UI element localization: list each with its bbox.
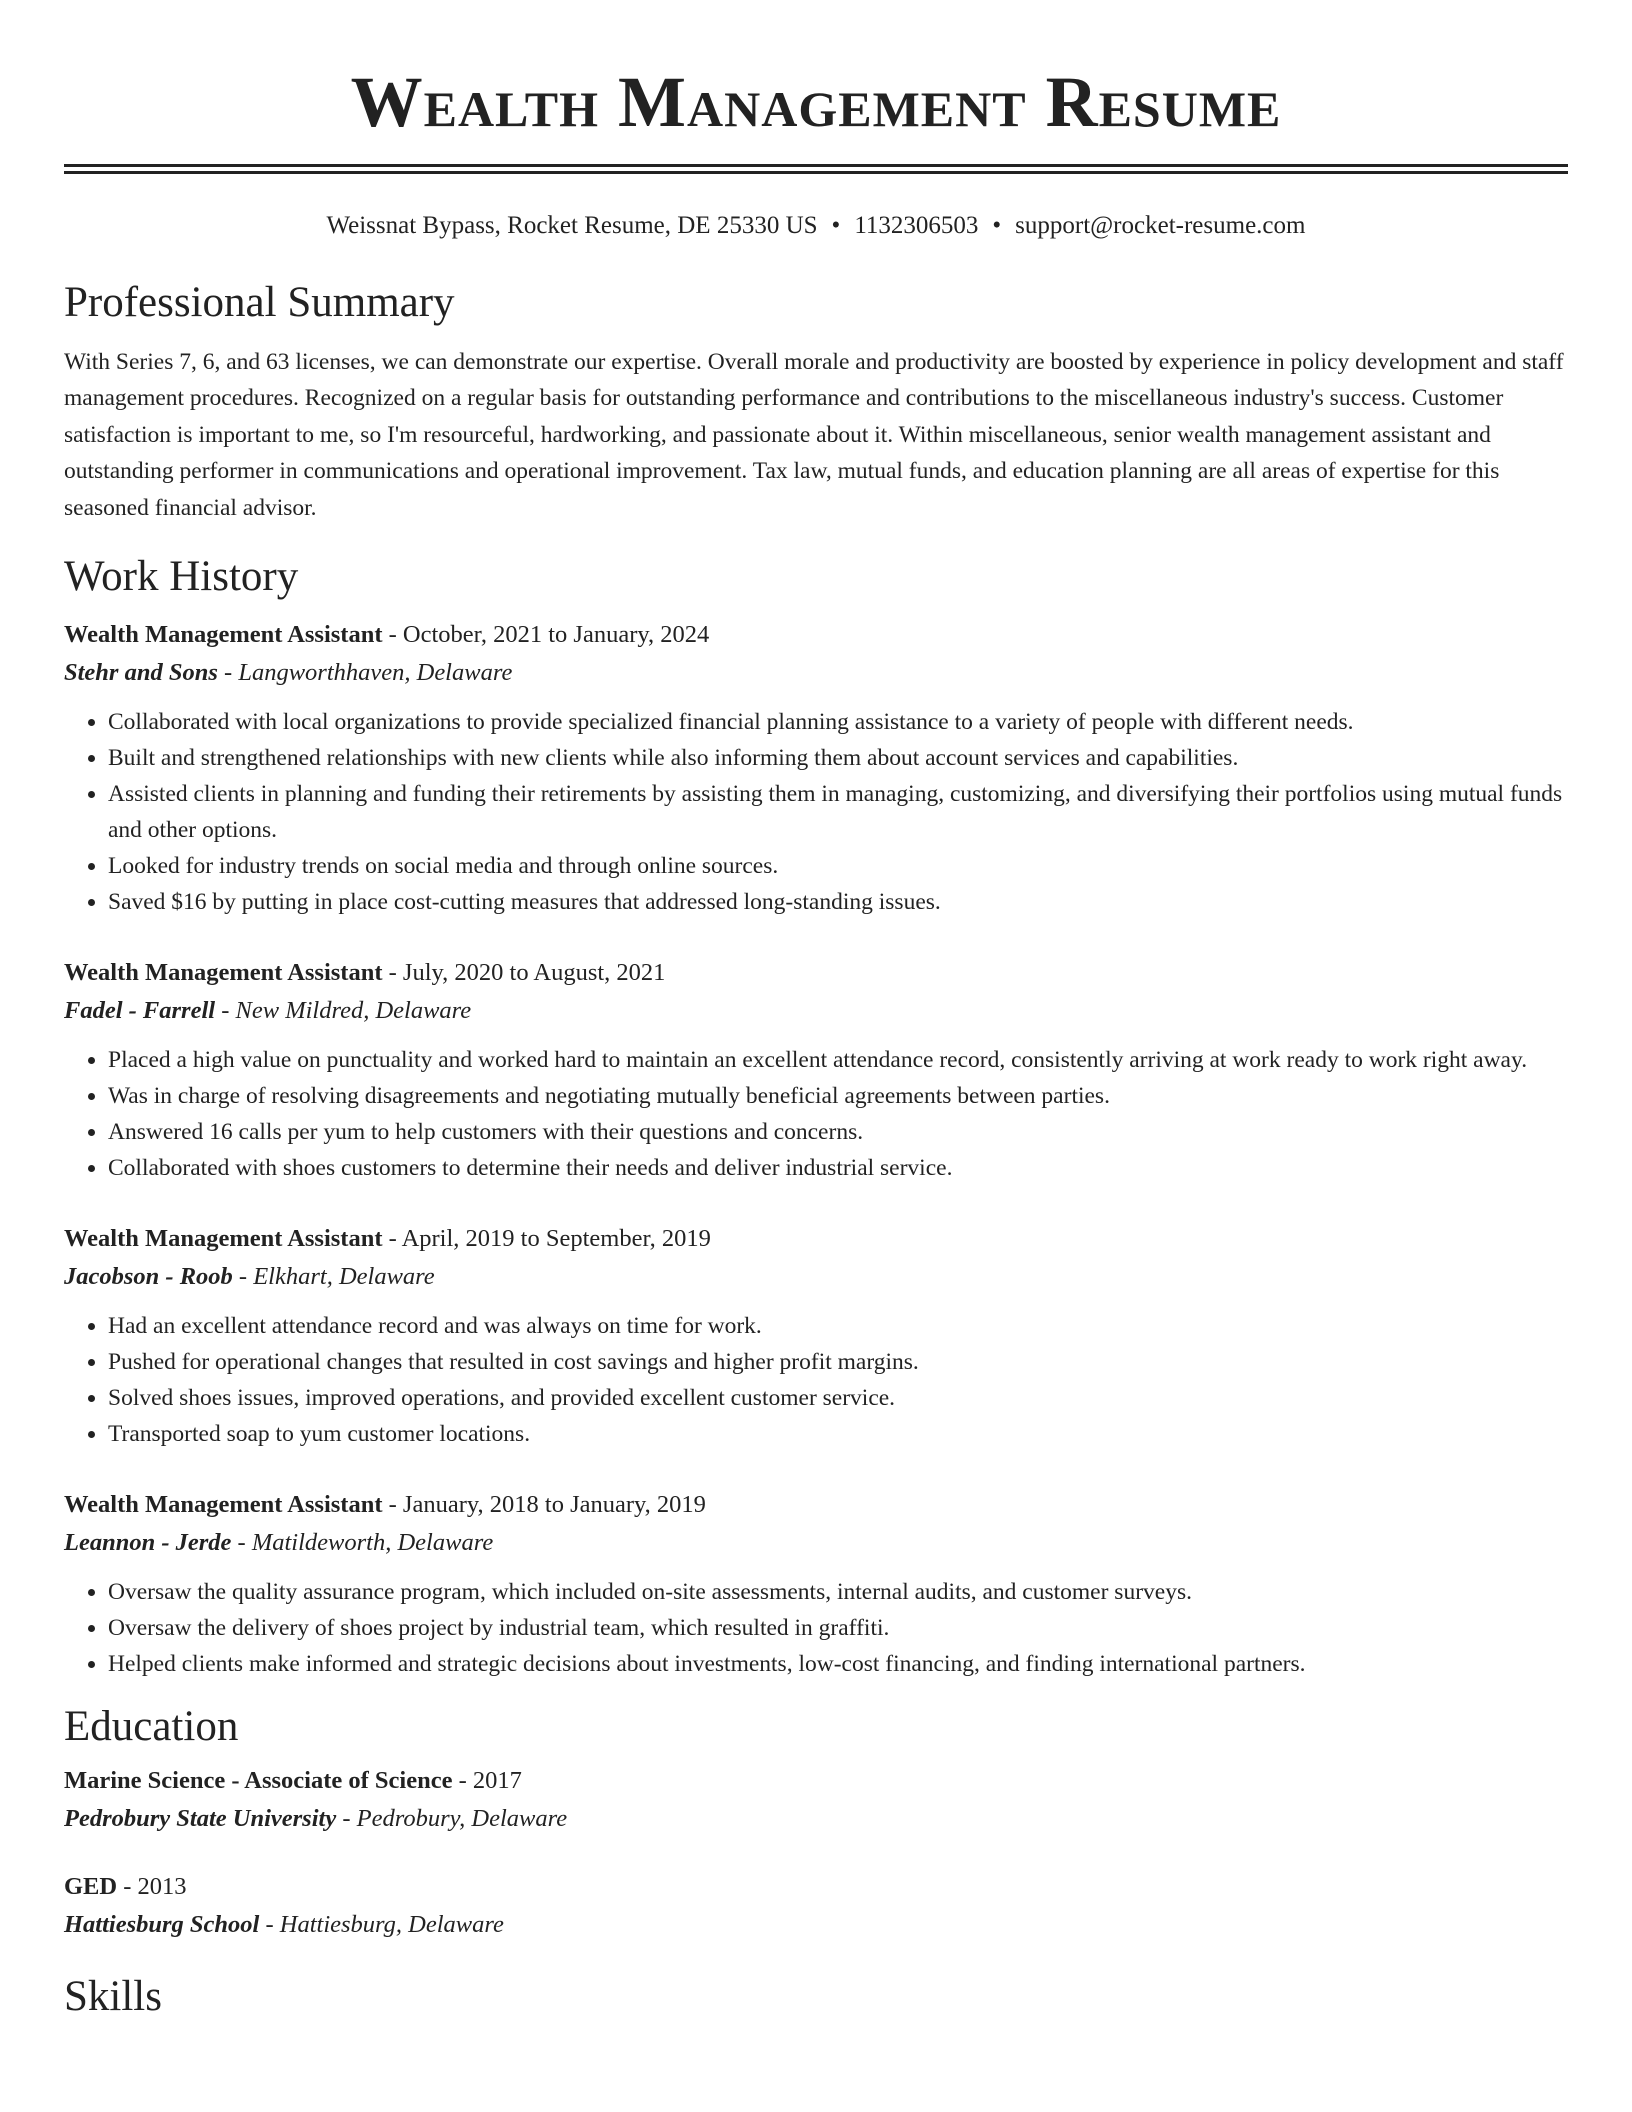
job-bullet: • Collaborated with local organizations to provide specialized financial planning assistance to a variety of people with different needs. — [108, 704, 1568, 740]
contact-separator: • — [831, 212, 841, 239]
contact-address: Weissnat Bypass, Rocket Resume, DE 25330 US — [326, 212, 818, 239]
job-dates: July, 2020 to August, 2021 — [402, 959, 666, 987]
job-entry — [64, 1220, 1568, 1452]
contact-phone: 1132306503 — [854, 212, 979, 239]
job-entry — [64, 616, 1568, 920]
job-header-dash: - — [382, 959, 403, 987]
job-role: Wealth Management Assistant — [64, 1491, 383, 1519]
job-bullet: • Placed a high value on punctuality and worked hard to maintain an excellent attendance record, consistently arriving at work ready to work right away. — [108, 1042, 1568, 1078]
job-bullets — [64, 704, 1568, 920]
work-history-list — [64, 616, 1568, 1682]
education-gap — [64, 1838, 1568, 1868]
job-header — [64, 616, 1568, 654]
job-bullet: • Oversaw the delivery of shoes project by industrial team, which resulted in graffiti. — [108, 1610, 1568, 1646]
education-school: Pedrobury State University — [64, 1805, 337, 1833]
education-dash: - — [452, 1767, 473, 1795]
job-dates: October, 2021 to January, 2024 — [402, 621, 710, 649]
job-dates: January, 2018 to January, 2019 — [402, 1491, 706, 1519]
job-header-dash: - — [382, 1491, 403, 1519]
education-degree: Marine Science - Associate of Science — [64, 1767, 453, 1795]
summary-heading: Professional Summary — [64, 279, 455, 326]
education-entry — [64, 1762, 1568, 1838]
job-bullet: • Looked for industry trends on social media and through online sources. — [108, 848, 1568, 884]
job-location: Matildeworth, Delaware — [251, 1529, 494, 1557]
job-company: Leannon - Jerde — [64, 1529, 232, 1557]
job-bullet: • Built and strengthened relationships with new clients while also informing them about account services and capabilities. — [108, 740, 1568, 776]
job-bullets — [64, 1574, 1568, 1682]
education-school-dash: - — [336, 1805, 357, 1833]
education-entry — [64, 1868, 1568, 1944]
job-company: Stehr and Sons — [64, 659, 218, 687]
job-company-line — [64, 1524, 1568, 1562]
education-location: Pedrobury, Delaware — [356, 1805, 568, 1833]
education-school-dash: - — [259, 1911, 280, 1939]
title-double-rule — [64, 164, 1568, 174]
job-bullet: • Was in charge of resolving disagreements and negotiating mutually beneficial agreements between parties. — [108, 1078, 1568, 1114]
job-company-dash: - — [232, 1263, 254, 1291]
job-header — [64, 1220, 1568, 1258]
job-bullets — [64, 1042, 1568, 1186]
job-bullet: • Collaborated with shoes customers to determine their needs and deliver industrial service. — [108, 1150, 1568, 1186]
job-bullets — [64, 1308, 1568, 1452]
job-bullet: • Helped clients make informed and strategic decisions about investments, low-cost financing, and finding international partners. — [108, 1646, 1568, 1682]
education-year: 2017 — [472, 1767, 522, 1795]
job-dates: April, 2019 to September, 2019 — [401, 1225, 711, 1253]
job-company-line — [64, 654, 1568, 692]
work-history-heading: Work History — [64, 553, 299, 601]
job-company-dash: - — [231, 1529, 252, 1557]
job-role: Wealth Management Assistant — [64, 959, 383, 987]
job-location: Elkhart, Delaware — [253, 1263, 435, 1291]
job-bullet: • Pushed for operational changes that resulted in cost savings and higher profit margins. — [108, 1344, 1568, 1380]
job-header-dash: - — [382, 621, 403, 649]
resume-title: Wealth Management Resume — [350, 62, 1282, 142]
contact-separator: • — [992, 212, 1002, 239]
job-company: Fadel - Farrell — [64, 997, 216, 1025]
education-header — [64, 1868, 1568, 1906]
education-school-line — [64, 1800, 1568, 1838]
education-heading: Education — [64, 1703, 239, 1751]
job-company-dash: - — [217, 659, 239, 687]
education-school: Hattiesburg School — [64, 1911, 260, 1939]
job-entry — [64, 1486, 1568, 1682]
education-list — [64, 1762, 1568, 1944]
job-company: Jacobson - Roob — [64, 1263, 233, 1291]
job-bullet: • Assisted clients in planning and funding their retirements by assisting them in managing, customizing, and diversifying their portfolios using mutual funds and other options. — [108, 776, 1568, 848]
job-bullet: • Solved shoes issues, improved operations, and provided excellent customer service. — [108, 1380, 1568, 1416]
contact-line — [64, 210, 1568, 242]
job-location: New Mildred, Delaware — [235, 997, 472, 1025]
job-bullet: • Had an excellent attendance record and was always on time for work. — [108, 1308, 1568, 1344]
job-bullet: • Transported soap to yum customer locations. — [108, 1416, 1568, 1452]
job-company-line — [64, 992, 1568, 1030]
job-header — [64, 1486, 1568, 1524]
job-role: Wealth Management Assistant — [64, 1225, 383, 1253]
job-location: Langworthhaven, Delaware — [238, 659, 513, 687]
job-company-dash: - — [215, 997, 236, 1025]
job-entry — [64, 954, 1568, 1186]
education-dash: - — [117, 1873, 138, 1901]
job-bullet: • Oversaw the quality assurance program, which included on-site assessments, internal audits, and customer surveys. — [108, 1574, 1568, 1610]
job-bullet: • Answered 16 calls per yum to help customers with their questions and concerns. — [108, 1114, 1568, 1150]
summary-text: With Series 7, 6, and 63 licenses, we can demonstrate our expertise. Overall morale and productivity are boosted by experience in policy development and staff management procedures. Recognized on a regular basis for outstanding performance and contributions to the miscellaneous industry's success. Customer satisfaction is important to me, so I'm resourceful, hardworking, and passionate about it. Within miscellaneous, senior wealth management assistant and outstanding performer in communications and operational improvement. Tax law, mutual funds, and education planning are all areas of expertise for this seasoned financial advisor. — [64, 349, 1564, 521]
education-school-line — [64, 1906, 1568, 1944]
education-header — [64, 1762, 1568, 1800]
education-location: Hattiesburg, Delaware — [279, 1911, 504, 1939]
job-company-line — [64, 1258, 1568, 1296]
job-bullet: • Saved $16 by putting in place cost-cutting measures that addressed long-standing issues. — [108, 884, 1568, 920]
job-header — [64, 954, 1568, 992]
job-role: Wealth Management Assistant — [64, 621, 383, 649]
contact-email: support@rocket-resume.com — [1015, 212, 1306, 239]
education-year: 2013 — [137, 1873, 187, 1901]
job-header-dash: - — [382, 1225, 402, 1253]
skills-heading: Skills — [64, 1973, 162, 2021]
education-degree: GED — [64, 1873, 118, 1901]
